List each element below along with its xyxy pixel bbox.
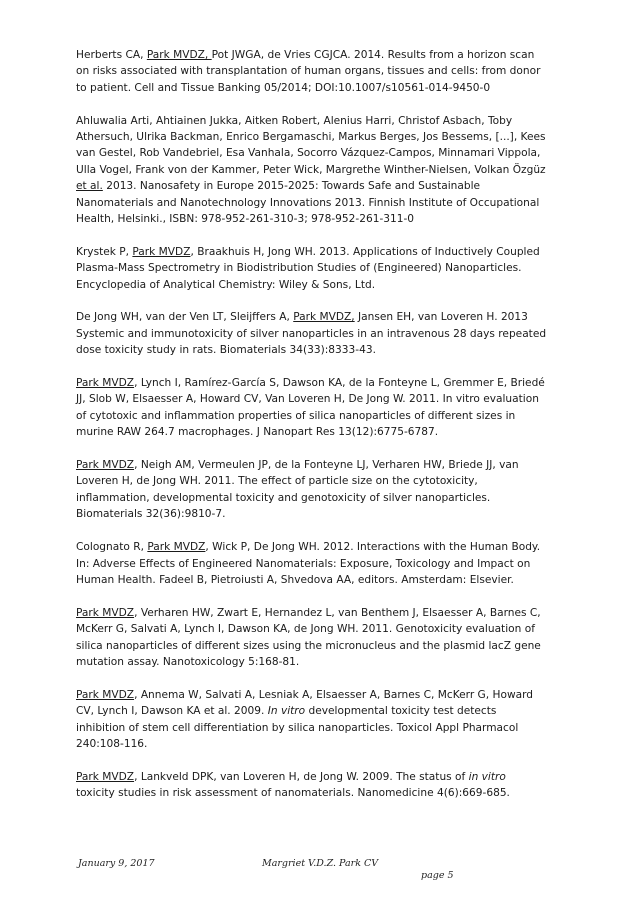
- footer-date: January 9, 2017: [78, 858, 155, 869]
- reference-text: toxicity studies in risk assessment of nanomaterials. Nanomedicine 4(6):669-685.: [76, 787, 510, 800]
- reference-text: CV, Lynch I, Dawson KA et al. 2009.: [76, 705, 268, 718]
- reference-text: on risks associated with transplantation of human organs, tissues and cells: from donor: [76, 65, 541, 78]
- author-highlight: et al.: [76, 180, 103, 193]
- reference-text: inflammation, developmental toxicity and genotoxicity of silver nanoparticles.: [76, 491, 491, 504]
- reference-text: , Neigh AM, Vermeulen JP, de la Fonteyne LJ, Verharen HW, Briede JJ, van: [134, 459, 519, 472]
- reference-line: [76, 605, 576, 621]
- reference-line: [76, 47, 576, 63]
- reference-text: mutation assay. Nanotoxicology 5:168-81.: [76, 655, 300, 668]
- reference-line: [76, 720, 576, 736]
- reference-line: [76, 424, 576, 440]
- reference-line: [76, 556, 576, 572]
- author-highlight: Park MVDZ: [76, 770, 135, 783]
- reference-line: [76, 80, 576, 96]
- reference-line: [76, 490, 576, 506]
- reference-line: [76, 277, 576, 293]
- reference-line: [76, 473, 576, 489]
- reference-entry: [76, 687, 576, 753]
- footer-title: Margriet V.D.Z. Park CV: [262, 858, 379, 869]
- reference-line: [76, 63, 576, 79]
- reference-text: Krystek P,: [76, 245, 133, 258]
- footer-page-number: page 5: [421, 870, 454, 881]
- reference-text: 2013. Nanosafety in Europe 2015-2025: Towards Safe and Sustainable: [102, 180, 481, 193]
- author-highlight: Park MVDZ: [76, 606, 135, 619]
- reference-text: McKerr G, Salvati A, Lynch I, Dawson KA, de Jong WH. 2011. Genotoxicity evaluation of: [76, 623, 535, 636]
- reference-line: [76, 703, 576, 719]
- reference-text: , Lankveld DPK, van Loveren H, de Jong W. 2009. The status of: [134, 770, 469, 783]
- reference-text: , Lynch I, Ramírez-García S, Dawson KA, de la Fonteyne L, Gremmer E, Briedé: [134, 377, 545, 390]
- reference-line: [76, 638, 576, 654]
- reference-line: [76, 162, 576, 178]
- reference-text: 240:108-116.: [76, 737, 148, 750]
- reference-line: [76, 408, 576, 424]
- reference-line: [76, 736, 576, 752]
- author-highlight: Park MVDZ,: [293, 311, 355, 324]
- reference-entry: [76, 309, 576, 358]
- reference-line: [76, 391, 576, 407]
- author-highlight: Park MVDZ: [147, 541, 206, 554]
- author-highlight: Park MVDZ: [76, 377, 135, 390]
- author-highlight: Park MVDZ,: [146, 49, 212, 61]
- reference-line: [76, 211, 576, 227]
- reference-line: [76, 145, 576, 161]
- reference-text: , Verharen HW, Zwart E, Hernandez L, van Benthem J, Elsaesser A, Barnes C,: [134, 606, 541, 619]
- reference-list: [76, 47, 576, 818]
- reference-line: [76, 621, 576, 637]
- reference-entry: [76, 769, 576, 802]
- reference-text: silica nanoparticles of different sizes using the micronucleus and the plasmid lacZ gene: [76, 639, 541, 652]
- reference-line: [76, 539, 576, 555]
- reference-text: Herberts CA,: [76, 49, 147, 61]
- reference-text: inhibition of stem cell differentiation by silica nanoparticles. Toxicol Appl Pharmacol: [76, 721, 519, 734]
- reference-text: , Braakhuis H, Jong WH. 2013. Applications of Inductively Coupled: [190, 245, 540, 258]
- reference-line: [76, 244, 576, 260]
- reference-entry: [76, 539, 576, 588]
- reference-text: Biomaterials 32(36):9810-7.: [76, 508, 226, 521]
- reference-entry: [76, 605, 576, 671]
- reference-line: [76, 572, 576, 588]
- reference-line: [76, 195, 576, 211]
- reference-line: [76, 687, 576, 703]
- reference-text: , Wick P, De Jong WH. 2012. Interactions with the Human Body.: [205, 541, 541, 554]
- reference-text: Systemic and immunotoxicity of silver nanoparticles in an intravenous 28 days repeated: [76, 327, 547, 340]
- reference-entry: [76, 113, 576, 228]
- reference-text: Human Health. Fadeel B, Pietroiusti A, Shvedova AA, editors. Amsterdam: Elsevier.: [76, 573, 514, 586]
- reference-line: [76, 506, 576, 522]
- reference-text: murine RAW 264.7 macrophages. J Nanopart Res 13(12):6775-6787.: [76, 426, 439, 439]
- reference-entry: [76, 375, 576, 441]
- reference-text: Athersuch, Ulrika Backman, Enrico Bergamaschi, Markus Berges, Jos Bessems, [...], Kees: [76, 131, 546, 144]
- italic-term: In vitro: [267, 705, 306, 718]
- author-highlight: Park MVDZ: [132, 245, 191, 258]
- reference-text: Plasma-Mass Spectrometry in Biodistribution Studies of (Engineered) Nanoparticles.: [76, 262, 522, 275]
- reference-line: [76, 309, 576, 325]
- reference-line: [76, 113, 576, 129]
- reference-text: of cytotoxic and inflammation properties of silica nanoparticles of different sizes in: [76, 409, 516, 422]
- reference-line: [76, 769, 576, 785]
- reference-text: Colognato R,: [76, 541, 148, 554]
- reference-entry: [76, 457, 576, 523]
- reference-text: developmental toxicity test detects: [305, 705, 497, 718]
- reference-text: van Gestel, Rob Vandebriel, Esa Vanhala, Socorro Vázquez-Campos, Minnamari Vippola,: [76, 147, 541, 160]
- reference-line: [76, 785, 576, 801]
- reference-text: De Jong WH, van der Ven LT, Sleijffers A,: [76, 311, 294, 324]
- italic-term: in vitro: [468, 770, 506, 783]
- reference-text: Loveren H, de Jong WH. 2011. The effect of particle size on the cytotoxicity,: [76, 475, 478, 488]
- reference-text: Pot JWGA, de Vries CGJCA. 2014. Results from a horizon scan: [211, 49, 535, 61]
- reference-line: [76, 654, 576, 670]
- reference-line: [76, 129, 576, 145]
- reference-line: [76, 178, 576, 194]
- reference-entry: [76, 47, 576, 96]
- reference-text: dose toxicity study in rats. Biomaterials 34(33):8333-43.: [76, 344, 376, 357]
- reference-text: Ulla Vogel, Frank von der Kammer, Peter Wick, Margrethe Winther-Nielsen, Volkan Özgüz: [76, 163, 546, 176]
- reference-entry: [76, 244, 576, 293]
- reference-text: to patient. Cell and Tissue Banking 05/2014; DOI:10.1007/s10561-014-9450-0: [76, 81, 491, 94]
- reference-text: Nanomaterials and Nanotechnology Innovations 2013. Finnish Institute of Occupational: [76, 196, 540, 209]
- reference-text: , Annema W, Salvati A, Lesniak A, Elsaesser A, Barnes C, McKerr G, Howard: [134, 688, 533, 701]
- reference-text: Health, Helsinki., ISBN: 978-952-261-310-3; 978-952-261-311-0: [76, 213, 415, 226]
- reference-line: [76, 326, 576, 342]
- reference-line: [76, 342, 576, 358]
- reference-line: [76, 260, 576, 276]
- reference-text: JJ, Slob W, Elsaesser A, Howard CV, Van Loveren H, De Jong W. 2011. In vitro evaluation: [76, 393, 539, 406]
- author-highlight: Park MVDZ: [76, 688, 135, 701]
- reference-text: In: Adverse Effects of Engineered Nanomaterials: Exposure, Toxicology and Impact on: [76, 557, 531, 570]
- reference-line: [76, 457, 576, 473]
- reference-text: Jansen EH, van Loveren H. 2013: [354, 311, 528, 324]
- reference-line: [76, 375, 576, 391]
- author-highlight: Park MVDZ: [76, 459, 135, 472]
- reference-text: Encyclopedia of Analytical Chemistry: Wiley & Sons, Ltd.: [76, 278, 376, 291]
- reference-text: Ahluwalia Arti, Ahtiainen Jukka, Aitken Robert, Alenius Harri, Christof Asbach, Toby: [76, 114, 513, 127]
